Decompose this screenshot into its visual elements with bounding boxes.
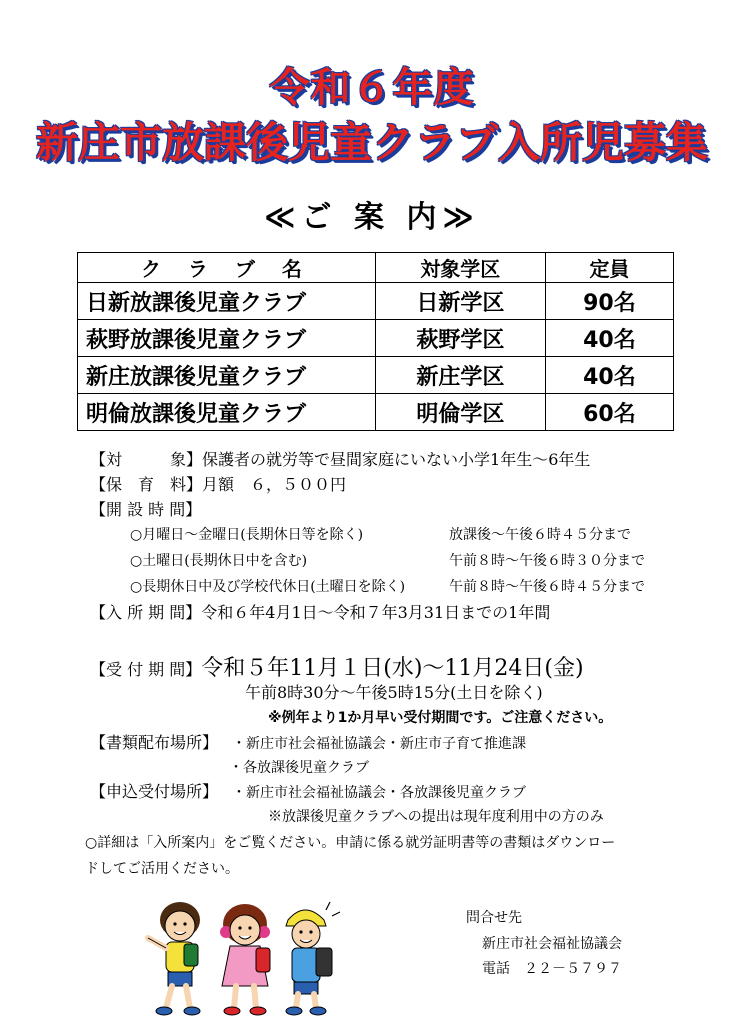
contact-organization: 新庄市社会福祉協議会 — [482, 936, 622, 952]
hours-day-2: ○土曜日(長期休日中を含む) — [130, 553, 308, 569]
contact-phone: 電話 ２２－５７９７ — [482, 961, 622, 977]
capacity: 90名 — [545, 283, 673, 320]
period-label: 【入 所 期 間】 — [90, 603, 202, 622]
reception-value: 令和５年11月１日(水)～11月24日(金) — [201, 656, 584, 681]
reception-note: ※例年より1か月早い受付期間です。ご注意ください。 — [268, 710, 613, 726]
child-3-figure — [286, 902, 340, 1015]
distribution-place-1: ・新庄市社会福祉協議会・新庄市子育て推進課 — [232, 736, 527, 752]
capacity: 40名 — [545, 320, 673, 357]
distribution-label: 【書類配布場所】 — [90, 733, 219, 752]
capacity: 60名 — [545, 394, 673, 431]
club-name: 新庄放課後児童クラブ — [78, 357, 376, 394]
fee-row — [90, 472, 346, 495]
target-label: 【対 象】 — [90, 450, 203, 469]
table-header-row — [78, 253, 674, 283]
distribution-row — [90, 730, 526, 753]
table-row — [78, 283, 674, 320]
hours-time-3: 午前８時～午後６時４５分まで — [449, 579, 645, 595]
details-line-1: ○詳細は「入所案内」をご覧ください。申請に係る就労証明書等の書類はダウンロー — [85, 835, 616, 851]
column-header-district: 対象学区 — [375, 253, 545, 283]
hours-time-1: 放課後～午後６時４５分まで — [449, 527, 631, 543]
fee-value: 月額 ６，５００円 — [202, 475, 347, 494]
club-name: 日新放課後児童クラブ — [78, 283, 376, 320]
details-line-2: ドしてご活用ください。 — [85, 861, 239, 877]
club-name: 萩野放課後児童クラブ — [78, 320, 376, 357]
school-district: 新庄学区 — [375, 357, 545, 394]
contact-heading: 問合せ先 — [466, 910, 522, 926]
period-value: 令和６年4月1日～令和７年3月31日までの1年間 — [201, 603, 551, 622]
table-row — [78, 320, 674, 357]
club-name: 明倫放課後児童クラブ — [78, 394, 376, 431]
child-1-figure — [148, 902, 200, 1015]
reception-time: 午前8時30分～午後5時15分(土日を除く) — [245, 683, 543, 702]
distribution-place-2: ・各放課後児童クラブ — [229, 760, 369, 776]
target-row — [90, 447, 590, 470]
target-value: 保護者の就労等で昼間家庭にいない小学1年生～6年生 — [202, 450, 591, 469]
period-row — [90, 600, 550, 623]
school-district: 明倫学区 — [375, 394, 545, 431]
capacity: 40名 — [545, 357, 673, 394]
table-row — [78, 394, 674, 431]
hours-day-3: ○長期休日中及び学校代休日(土曜日を除く) — [130, 579, 406, 595]
subtitle: ≪ご 案 内≫ — [264, 200, 480, 235]
hours-label: 【開 設 時 間】 — [90, 500, 202, 519]
application-place: ・新庄市社会福祉協議会・各放課後児童クラブ — [232, 785, 527, 801]
child-2-figure — [220, 904, 270, 1015]
club-table — [77, 252, 674, 431]
column-header-club: ク ラ ブ 名 — [78, 253, 376, 283]
school-district: 萩野学区 — [375, 320, 545, 357]
application-label: 【申込受付場所】 — [90, 782, 219, 801]
application-note: ※放課後児童クラブへの提出は現年度利用中の方のみ — [268, 809, 604, 825]
school-district: 日新学区 — [375, 283, 545, 320]
fee-label: 【保 育 料】 — [90, 475, 203, 494]
hours-time-2: 午前８時～午後６時３０分まで — [449, 553, 645, 569]
column-header-capacity: 定員 — [545, 253, 673, 283]
reception-label: 【受 付 期 間】 — [90, 660, 202, 679]
reception-row — [90, 651, 584, 682]
title-line-1: 令和６年度 — [269, 65, 475, 111]
hours-day-1: ○月曜日～金曜日(長期休日等を除く) — [130, 527, 364, 543]
title-line-2: 新庄市放課後児童クラブ入所児募集 — [35, 118, 708, 167]
application-row — [90, 779, 526, 802]
children-illustration — [140, 890, 350, 1020]
table-row — [78, 357, 674, 394]
